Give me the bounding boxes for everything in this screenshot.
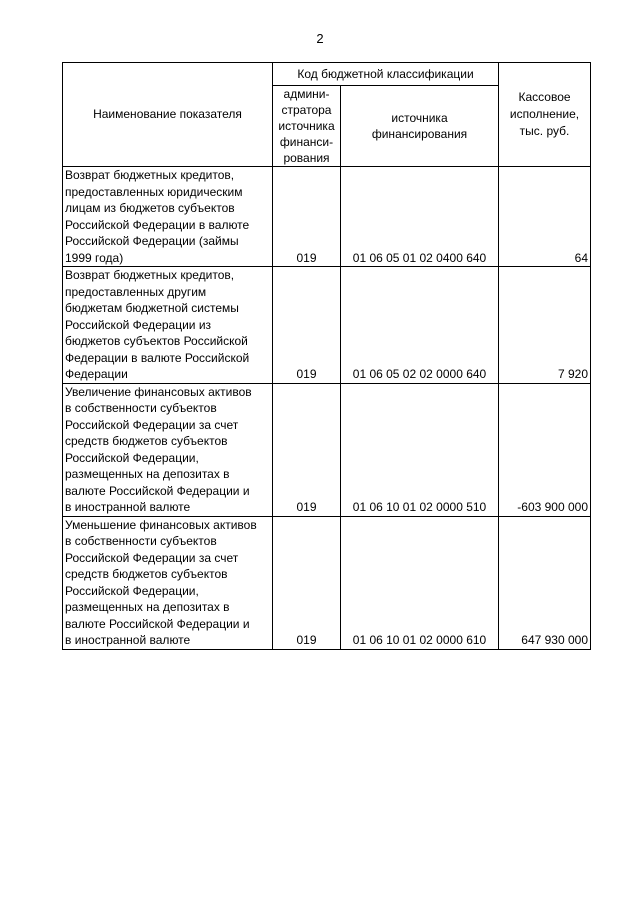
header-source-line: источника [391,110,448,125]
administrator-code-cell: 019 [273,516,341,649]
table-row [63,516,591,649]
indicator-name-line: в иностранной валюте [65,500,191,514]
indicator-name-line: Возврат бюджетных кредитов, [65,268,235,282]
indicator-name-line: Российской Федерации (займы [65,234,239,248]
indicator-name-line: Российской Федерации, [65,450,199,465]
header-budget-code: Код бюджетной классификации [273,63,499,86]
indicator-name-line: Российской Федерации за счет [65,550,239,565]
header-administrator [273,86,341,167]
indicator-name-line: средств бюджетов субъектов [65,434,228,448]
header-financing-source [341,86,499,167]
indicator-name-line: предоставленных юридическим [65,184,243,199]
indicator-name-line: бюджетов субъектов Российской [65,334,248,348]
indicator-name-line: размещенных на депозитах в [65,467,230,481]
indicator-name-line: средств бюджетов субъектов [65,567,228,581]
header-cash-line: Кассовое [518,90,571,104]
administrator-code-cell: 019 [273,167,341,267]
indicator-name-line: Российской Федерации в валюте [65,217,250,232]
header-admin-line: админи- [283,87,330,101]
cash-execution-cell: 7 920 [499,267,591,384]
indicator-name-line: 1999 года) [65,250,124,265]
indicator-name-line: валюте Российской Федерации и [65,616,250,631]
indicator-name-line: Российской Федерации, [65,583,199,598]
indicator-name-cell [63,383,273,516]
indicator-name-line: Возврат бюджетных кредитов, [65,168,235,182]
indicator-name-line: лицам из бюджетов субъектов [65,201,235,215]
indicator-name-line: предоставленных другим [65,284,207,299]
administrator-code-cell: 019 [273,267,341,384]
page-number: 2 [316,31,324,46]
header-admin-line: источника [278,119,335,133]
indicator-name-line: валюте Российской Федерации и [65,483,250,498]
table-row [63,267,591,384]
indicator-name-line: Российской Федерации за счет [65,417,239,432]
indicator-name-line: Уменьшение финансовых активов [65,517,257,532]
header-cash-execution [499,63,591,167]
budget-classification-table [62,62,591,650]
header-admin-line: финанси- [279,135,334,149]
indicator-name-line: бюджетам бюджетной системы [65,301,239,315]
administrator-code-cell: 019 [273,383,341,516]
header-cash-line: исполнение, [509,107,580,121]
cash-execution-cell: 647 930 000 [499,516,591,649]
source-code-cell: 01 06 05 02 02 0000 640 [341,267,499,384]
indicator-name-line: Федерации в валюте Российской [65,350,250,365]
cash-execution-cell: 64 [499,167,591,267]
indicator-name-line: в собственности субъектов [65,534,217,548]
indicator-name-cell [63,516,273,649]
indicator-name-cell [63,167,273,267]
table-row [63,167,591,267]
source-code-cell: 01 06 05 01 02 0400 640 [341,167,499,267]
indicator-name-cell [63,267,273,384]
cash-execution-cell: -603 900 000 [499,383,591,516]
header-row-top [63,63,591,86]
header-source-line: финансирования [371,127,468,141]
indicator-name-line: Российской Федерации из [65,317,212,332]
header-admin-line: стратора [281,103,332,117]
table-row [63,383,591,516]
header-cash-line: тыс. руб. [519,124,570,138]
indicator-name-line: Федерации [65,367,128,381]
header-admin-line: рования [283,151,330,165]
indicator-name-line: Увеличение финансовых активов [65,384,252,399]
source-code-cell: 01 06 10 01 02 0000 610 [341,516,499,649]
indicator-name-line: в иностранной валюте [65,633,191,647]
indicator-name-line: в собственности субъектов [65,401,217,415]
header-indicator-name: Наименование показателя [63,63,273,167]
source-code-cell: 01 06 10 01 02 0000 510 [341,383,499,516]
indicator-name-line: размещенных на депозитах в [65,600,230,614]
